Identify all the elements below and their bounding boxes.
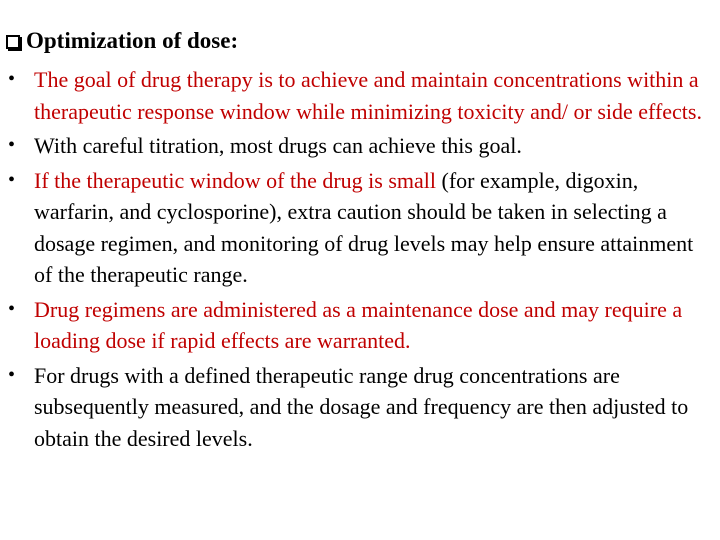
bullet-item-defined-range xyxy=(0,360,720,455)
checkbox-square-icon xyxy=(6,35,20,49)
bullet-text-black: For drugs with a defined therapeutic range drug concentrations are subsequently measured, and the dosage and frequency are then adjusted to obtain the desired levels. xyxy=(34,362,689,451)
bullet-item-therapeutic-window xyxy=(0,165,720,291)
bullet-item-regimens xyxy=(0,294,720,357)
bullet-item-goal xyxy=(0,64,720,127)
bullet-marker: • xyxy=(8,168,16,191)
slide-heading xyxy=(6,24,238,58)
bullet-list xyxy=(0,64,720,457)
bullet-text-red: If the therapeutic window of the drug is small xyxy=(34,167,442,193)
bullet-marker: • xyxy=(8,363,16,386)
bullet-text-red: The goal of drug therapy is to achieve and maintain concentrations within a therapeutic response window while minimizing toxicity and/ or side effects. xyxy=(34,67,702,124)
bullet-marker: • xyxy=(8,68,16,90)
heading-text: Optimization of dose: xyxy=(26,28,239,53)
bullet-text-black: With careful titration, most drugs can achieve this goal. xyxy=(34,133,522,158)
bullet-text-red: Drug regimens are administered as a maintenance dose and may require a loading dose if rapid effects are warranted. xyxy=(34,296,683,353)
bullet-item-titration xyxy=(0,130,720,162)
bullet-marker: • xyxy=(8,297,16,320)
bullet-marker: • xyxy=(8,134,16,156)
bullet-text-black: (for example, digoxin, warfarin, and cyclosporine), extra caution should be taken in selecting a dosage regimen, and monitoring of drug levels may help ensure attainment of the therapeutic range. xyxy=(34,167,694,287)
